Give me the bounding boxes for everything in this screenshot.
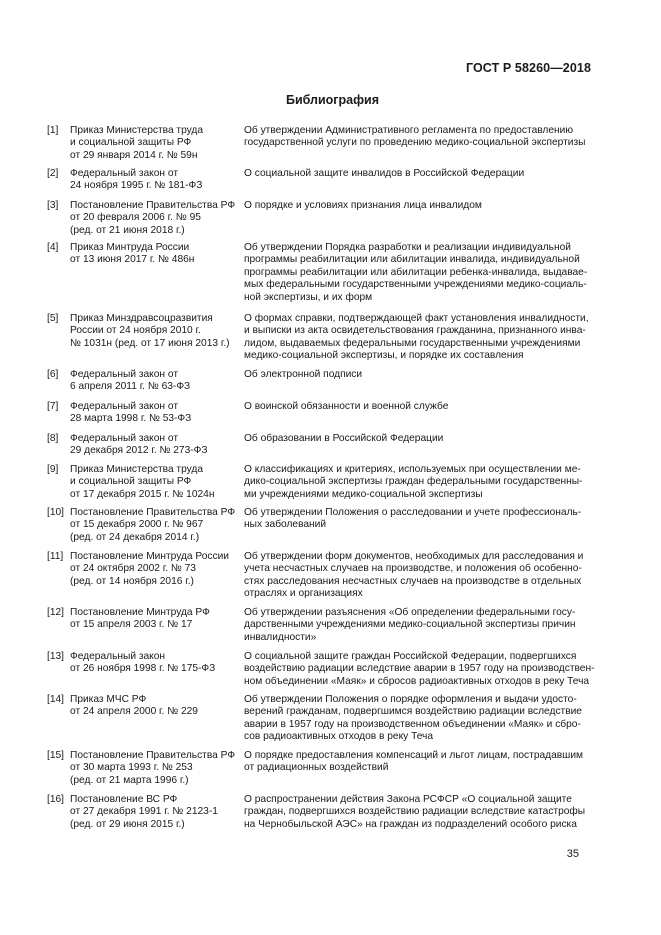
entry-source-line: от 27 декабря 1991 г. № 2123-1 bbox=[70, 806, 218, 818]
entry-title-line: отраслях и организациях bbox=[244, 588, 363, 600]
entry-source bbox=[70, 794, 245, 831]
entry-title-line: сов радиоактивных отходов в реку Теча bbox=[244, 731, 434, 743]
entry-title-line: программы реабилитации или абилитации ребенка-инвалида, выдавае- bbox=[244, 266, 588, 278]
entry-source-line: 28 марта 1998 г. № 53-ФЗ bbox=[70, 413, 192, 425]
entry-number: [10] bbox=[47, 507, 64, 518]
entry-title-line: лидом, выдаваемых федеральными государственными учреждениями bbox=[244, 337, 581, 349]
entry-source-line: Постановление Правительства РФ bbox=[70, 507, 236, 518]
entry-title-line: Об образовании в Российской Федерации bbox=[244, 433, 444, 444]
entry-title-line: инвалидности» bbox=[244, 631, 317, 643]
entry-source-line: 6 апреля 2011 г. № 63-ФЗ bbox=[70, 381, 191, 393]
page-title: Библиография bbox=[285, 93, 380, 107]
entry-source bbox=[70, 651, 245, 676]
entry-number: [13] bbox=[47, 651, 64, 662]
entry-source bbox=[70, 507, 245, 544]
entry-title-line: О социальной защите инвалидов в Российской Федерации bbox=[244, 168, 525, 179]
page-number: 35 bbox=[566, 848, 579, 860]
entry-title bbox=[244, 125, 586, 150]
entry-number: [9] bbox=[47, 464, 59, 475]
entry-source-line: Приказ Минздравсоцразвития bbox=[70, 313, 213, 324]
standard-header: ГОСТ Р 58260—2018 bbox=[465, 61, 591, 75]
entry-source-line: от 17 декабря 2015 г. № 1024н bbox=[70, 488, 215, 500]
entry-source-line: Постановление Правительства РФ bbox=[70, 750, 236, 761]
entry-title bbox=[244, 551, 584, 601]
entry-title-line: на Чернобыльской АЭС» на граждан из подразделений особого риска bbox=[244, 818, 577, 830]
entry-source-line: от 24 октября 2002 г. № 73 bbox=[70, 563, 196, 575]
entry-title-line: Об утверждении Положения о порядке оформления и выдачи удосто- bbox=[244, 694, 577, 705]
entry-source-line: Приказ Минтруда России bbox=[70, 242, 190, 253]
entry-title bbox=[244, 507, 582, 532]
entry-title-line: ми учреждениями медико-социальной экспертизы bbox=[244, 488, 483, 500]
entry-source-line: и социальной защиты РФ bbox=[70, 476, 192, 488]
entry-source bbox=[70, 242, 245, 267]
entry-source bbox=[70, 464, 245, 501]
entry-title-line: аварии в 1957 году на производственном объединении «Маяк» и сбро- bbox=[244, 718, 581, 730]
entry-title bbox=[244, 313, 589, 363]
entry-title-line: Об утверждении Порядка разработки и реализации индивидуальной bbox=[244, 242, 571, 253]
entry-source bbox=[70, 433, 245, 458]
entry-source-line: 29 декабря 2012 г. № 273-ФЗ bbox=[70, 445, 208, 457]
entry-title-line: дарственными учреждениями медико-социальной экспертизы причин bbox=[244, 619, 576, 631]
entry-title-line: О порядке и условиях признания лица инвалидом bbox=[244, 200, 482, 211]
entry-source-line: (ред. от 14 ноября 2016 г.) bbox=[70, 575, 194, 587]
entry-title bbox=[244, 651, 595, 688]
entry-number: [5] bbox=[47, 313, 59, 324]
entry-source-line: от 29 января 2014 г. № 59н bbox=[70, 149, 198, 161]
entry-number: [15] bbox=[47, 750, 64, 761]
entry-source bbox=[70, 125, 245, 162]
entry-source-line: Постановление Минтруда России bbox=[70, 551, 229, 562]
entry-source-line: № 1031н (ред. от 17 июня 2013 г.) bbox=[70, 337, 230, 349]
entry-number: [8] bbox=[47, 433, 59, 444]
entry-source-line: Приказ МЧС РФ bbox=[70, 694, 147, 705]
entry-title bbox=[244, 433, 577, 445]
entry-source-line: (ред. от 24 декабря 2014 г.) bbox=[70, 531, 200, 543]
entry-title-line: Об электронной подписи bbox=[244, 369, 363, 380]
entry-title-line: учета несчастных случаев на производстве, и положения об особенно- bbox=[244, 563, 582, 575]
entry-title-line: ной экспертизы, и их форм bbox=[244, 291, 373, 303]
entry-title bbox=[244, 369, 577, 381]
entry-title bbox=[244, 750, 584, 775]
entry-title-line: и выписки из акта освидетельствования гражданина, признанного инва- bbox=[244, 325, 586, 337]
entry-title-line: Об утверждении Административного регламента по предоставлению bbox=[244, 125, 573, 136]
entry-title-line: программы реабилитации или абилитации инвалида, индивидуальной bbox=[244, 254, 580, 266]
entry-source-line: (ред. от 21 июня 2018 г.) bbox=[70, 224, 185, 236]
entry-source bbox=[70, 168, 245, 193]
entry-source-line: Федеральный закон от bbox=[70, 369, 178, 380]
entry-number: [3] bbox=[47, 200, 59, 211]
entry-title-line: О классификациях и критериях, используемых при осуществлении ме- bbox=[244, 464, 581, 475]
entry-title-line: Об утверждении форм документов, необходимых для расследования и bbox=[244, 551, 584, 562]
entry-number: [14] bbox=[47, 694, 64, 705]
entry-title bbox=[244, 401, 577, 413]
entry-source-line: Постановление Минтруда РФ bbox=[70, 607, 210, 618]
entry-source bbox=[70, 313, 245, 350]
entry-source-line: (ред. от 21 марта 1996 г.) bbox=[70, 774, 189, 786]
entry-number: [11] bbox=[47, 551, 64, 562]
entry-title-line: ном объединении «Маяк» и сбросов радиоактивных отходов в реку Теча bbox=[244, 675, 590, 687]
entry-title-line: граждан, подвергшихся воздействию радиации вследствие катастрофы bbox=[244, 806, 586, 818]
entry-title-line: от радиационных воздействий bbox=[244, 762, 389, 774]
entry-source bbox=[70, 401, 245, 426]
entry-source-line: Федеральный закон от bbox=[70, 433, 178, 444]
entry-title-line: дико-социальной экспертизы граждан федеральными государственны- bbox=[244, 476, 583, 488]
entry-source-line: от 15 апреля 2003 г. № 17 bbox=[70, 619, 193, 631]
entry-title-line: Об утверждении разъяснения «Об определении федеральными госу- bbox=[244, 607, 576, 618]
entry-title-line: О порядке предоставления компенсаций и льгот лицам, пострадавшим bbox=[244, 750, 584, 761]
entry-number: [1] bbox=[47, 125, 59, 136]
entry-source bbox=[70, 607, 245, 632]
entry-title-line: О формах справки, подтверждающей факт установления инвалидности, bbox=[244, 313, 589, 324]
entry-source-line: 24 ноября 1995 г. № 181-ФЗ bbox=[70, 180, 203, 192]
entry-source bbox=[70, 750, 245, 787]
entry-title-line: О воинской обязанности и военной службе bbox=[244, 401, 449, 412]
entry-number: [12] bbox=[47, 607, 64, 618]
entry-title-line: Об утверждении Положения о расследовании и учете профессиональ- bbox=[244, 507, 582, 518]
entry-source bbox=[70, 551, 245, 588]
entry-source-line: и социальной защиты РФ bbox=[70, 137, 192, 149]
entry-title-line: воздействию радиации вследствие аварии в 1957 году на производствен- bbox=[244, 663, 595, 675]
entry-source bbox=[70, 369, 245, 394]
entry-source-line: Федеральный закон от bbox=[70, 401, 178, 412]
entry-number: [4] bbox=[47, 242, 59, 253]
entry-source-line: от 15 декабря 2000 г. № 967 bbox=[70, 519, 204, 531]
entry-title-line: медико-социальной экспертизы, и порядке их составления bbox=[244, 350, 524, 362]
entry-source-line: Приказ Министерства труда bbox=[70, 125, 204, 136]
entry-title bbox=[244, 168, 577, 180]
entry-title bbox=[244, 607, 577, 644]
entry-source bbox=[70, 694, 245, 719]
entry-title-line: стях расследования несчастных случаев на производстве в отдельных bbox=[244, 575, 582, 587]
entry-source-line: Постановление ВС РФ bbox=[70, 794, 178, 805]
entry-number: [7] bbox=[47, 401, 59, 412]
entry-title-line: О распространении действия Закона РСФСР «О социальной защите bbox=[244, 794, 572, 805]
entry-title-line: О социальной защите граждан Российской Федерации, подвергшихся bbox=[244, 651, 577, 662]
entry-source-line: от 26 ноября 1998 г. № 175-ФЗ bbox=[70, 663, 216, 675]
entry-source bbox=[70, 200, 245, 237]
entry-title bbox=[244, 794, 586, 831]
entry-title bbox=[244, 242, 588, 304]
entry-source-line: Федеральный закон от bbox=[70, 168, 178, 179]
entry-source-line: России от 24 ноября 2010 г. bbox=[70, 325, 201, 337]
entry-source-line: Постановление Правительства РФ bbox=[70, 200, 236, 211]
entry-title-line: верений гражданам, подвергшимся воздействию радиации вследствие bbox=[244, 706, 582, 718]
entry-source-line: Приказ Министерства труда bbox=[70, 464, 204, 475]
entry-source-line: Федеральный закон bbox=[70, 651, 166, 662]
entry-title-line: мых федеральными государственными учреждениями медико-социаль- bbox=[244, 279, 587, 291]
entry-source-line: от 20 февраля 2006 г. № 95 bbox=[70, 212, 201, 224]
entry-source-line: (ред. от 29 июня 2015 г.) bbox=[70, 818, 185, 830]
entry-number: [16] bbox=[47, 794, 64, 805]
entry-title-line: государственной услуги по проведению медико-социальной экспертизы bbox=[244, 137, 586, 149]
entry-number: [6] bbox=[47, 369, 59, 380]
entry-source-line: от 30 марта 1993 г. № 253 bbox=[70, 762, 193, 774]
entry-title bbox=[244, 200, 577, 212]
entry-title bbox=[244, 694, 582, 744]
entry-title bbox=[244, 464, 583, 501]
entry-title-line: ных заболеваний bbox=[244, 519, 327, 531]
entry-source-line: от 24 апреля 2000 г. № 229 bbox=[70, 706, 198, 718]
entry-source-line: от 13 июня 2017 г. № 486н bbox=[70, 254, 195, 266]
entry-number: [2] bbox=[47, 168, 59, 179]
